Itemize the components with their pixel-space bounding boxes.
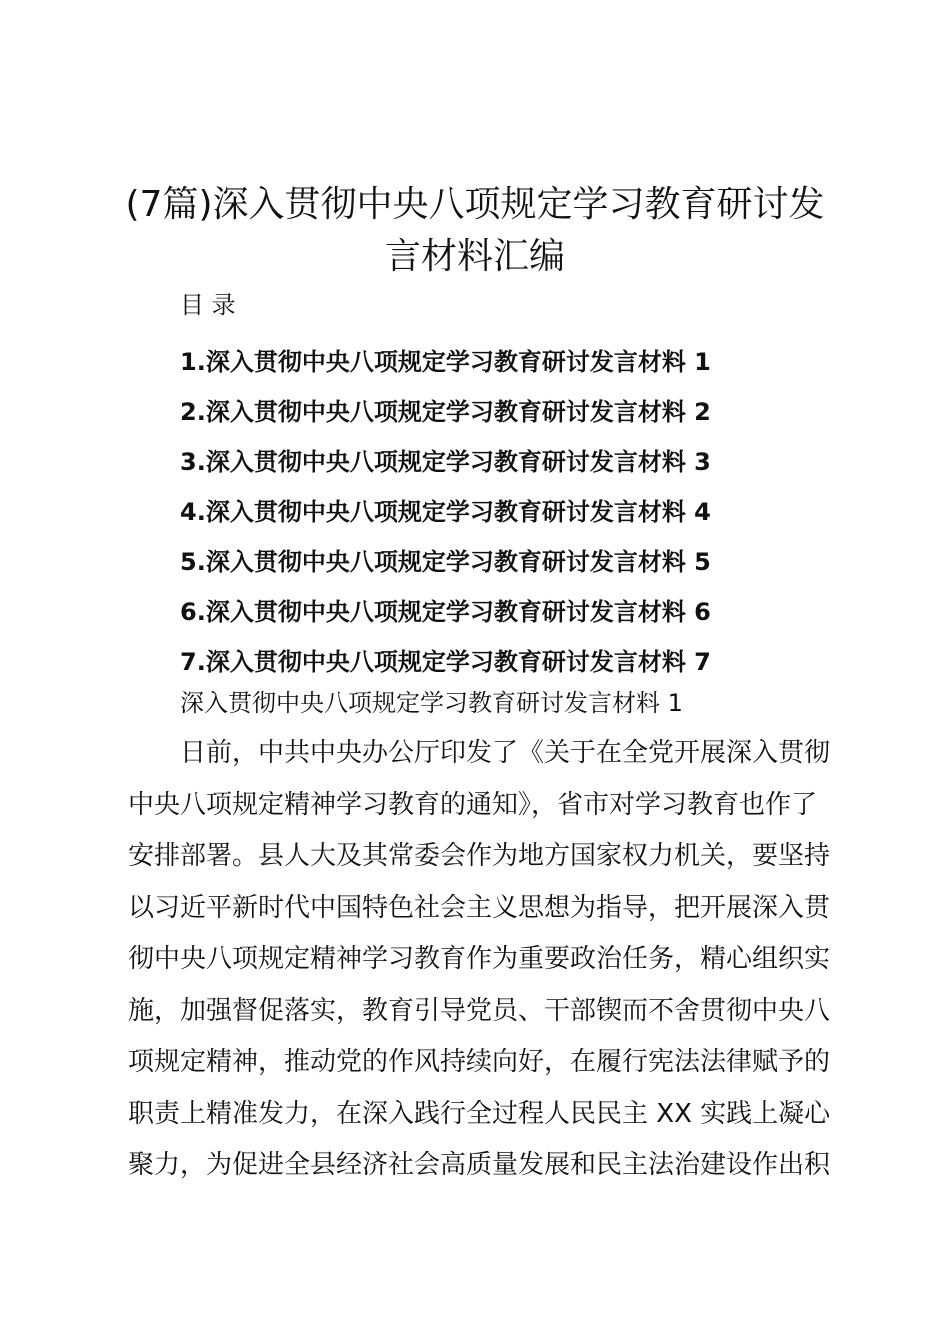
toc-item[interactable]: 7.深入贯彻中央八项规定学习教育研讨发言材料 7 xyxy=(180,648,711,676)
body-line: 以习近平新时代中国特色社会主义思想为指导，把开展深入贯 xyxy=(128,892,831,923)
body-line: 项规定精神，推动党的作风持续向好，在履行宪法法律赋予的 xyxy=(128,1047,831,1077)
toc-item[interactable]: 2.深入贯彻中央八项规定学习教育研讨发言材料 2 xyxy=(180,398,711,426)
body-line: 职责上精准发力，在深入践行全过程人民民主 XX 实践上凝心 xyxy=(128,1098,831,1129)
toc-item[interactable]: 4.深入贯彻中央八项规定学习教育研讨发言材料 4 xyxy=(180,498,711,526)
toc-item[interactable]: 1.深入贯彻中央八项规定学习教育研讨发言材料 1 xyxy=(180,348,711,376)
body-line: 施，加强督促落实，教育引导党员、干部锲而不舍贯彻中央八 xyxy=(128,995,831,1026)
toc-item[interactable]: 6.深入贯彻中央八项规定学习教育研讨发言材料 6 xyxy=(180,598,711,626)
table-of-contents xyxy=(180,337,711,687)
toc-item[interactable]: 3.深入贯彻中央八项规定学习教育研讨发言材料 3 xyxy=(180,448,711,476)
body-line: 日前，中共中央办公厅印发了《关于在全党开展深入贯彻 xyxy=(180,738,831,768)
body-line: 聚力，为促进全县经济社会高质量发展和民主法治建设作出积 xyxy=(128,1150,831,1180)
toc-item[interactable]: 5.深入贯彻中央八项规定学习教育研讨发言材料 5 xyxy=(180,548,711,576)
body-paragraph xyxy=(128,728,834,1192)
body-line: 中央八项规定精神学习教育的通知》，省市对学习教育也作了 xyxy=(128,789,818,820)
body-line: 彻中央八项规定精神学习教育作为重要政治任务，精心组织实 xyxy=(128,944,831,974)
document-title-line-1: (7篇)深入贯彻中央八项规定学习教育研讨发 xyxy=(125,184,825,225)
section-title: 深入贯彻中央八项规定学习教育研讨发言材料 1 xyxy=(180,689,683,717)
body-line: 安排部署。县人大及其常委会作为地方国家权力机关，要坚持 xyxy=(128,841,831,871)
document-title-line-2: 言材料汇编 xyxy=(384,236,565,277)
toc-heading: 目 录 xyxy=(180,291,236,319)
